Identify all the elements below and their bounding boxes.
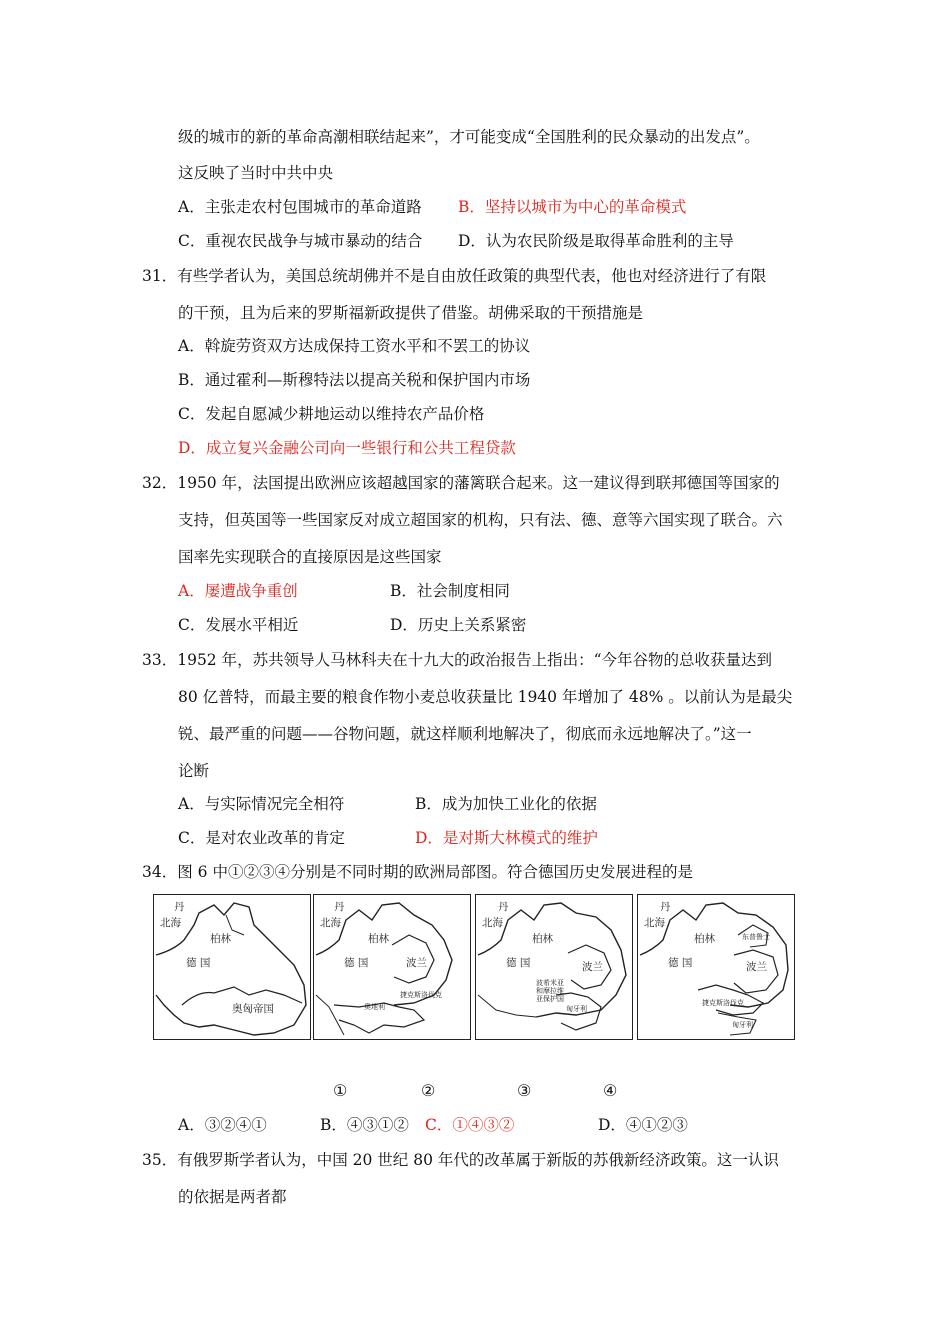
q35-stem-line: 的依据是两者都 bbox=[178, 1188, 287, 1206]
map-4 bbox=[637, 894, 795, 1040]
q34-option-d: D．④①②③ bbox=[598, 1116, 688, 1134]
q31-option-b: B．通过霍利—斯穆特法以提高关税和保护国内市场 bbox=[178, 371, 531, 389]
map-3-label-berlin: 柏林 bbox=[532, 933, 553, 945]
map-4-label-poland: 波兰 bbox=[746, 961, 767, 973]
q30-option-a: A．主张走农村包围城市的革命道路 bbox=[178, 198, 422, 216]
map-1-label-germany: 德 国 bbox=[186, 957, 211, 969]
map-2-label-north-sea: 北海 bbox=[320, 917, 341, 929]
q31-option-c: C．发起自愿减少耕地运动以维持农产品价格 bbox=[178, 405, 485, 423]
q32-stem-line: 32．1950 年，法国提出欧洲应该超越国家的藩篱联合起来。这一建议得到联邦德国等国家的 bbox=[142, 474, 780, 492]
map-2 bbox=[313, 894, 471, 1040]
q35-stem-line: 35．有俄罗斯学者认为，中国 20 世纪 80 年代的改革属于新版的苏俄新经济政策。这一认识 bbox=[142, 1151, 779, 1169]
map-3-label-dan: 丹 bbox=[498, 901, 509, 913]
q34-stem-line: 34．图 6 中①②③④分别是不同时期的欧洲局部图。符合德国历史发展进程的是 bbox=[142, 863, 693, 881]
map-4-label-north-sea: 北海 bbox=[644, 917, 665, 929]
map-1 bbox=[153, 894, 311, 1040]
q32-stem-line: 国率先实现联合的直接原因是这些国家 bbox=[178, 548, 442, 566]
map-2-label-poland: 波兰 bbox=[406, 957, 427, 969]
q33-option-c: C．是对农业改革的肯定 bbox=[178, 829, 345, 847]
map-2-label-czech: 捷克斯洛伐克 bbox=[400, 991, 442, 999]
q30-stem-line: 级的城市的新的革命高潮相联结起来”，才可能变成“全国胜利的民众暴动的出发点”。 bbox=[178, 128, 760, 146]
map-4-label-dan: 丹 bbox=[660, 901, 671, 913]
q34-option-c-answer: C．①④③② bbox=[425, 1116, 515, 1134]
map-1-label-dan: 丹 bbox=[174, 901, 185, 913]
q33-option-b: B．成为加快工业化的依据 bbox=[415, 795, 597, 813]
q31-stem-line: 31．有些学者认为，美国总统胡佛并不是自由放任政策的典型代表，他也对经济进行了有限 bbox=[142, 267, 767, 285]
q30-option-d: D．认为农民阶级是取得革命胜利的主导 bbox=[458, 232, 734, 250]
map-4-label-east-prussia: 东普鲁士 bbox=[742, 933, 770, 941]
q30-option-b-answer: B．坚持以城市为中心的革命模式 bbox=[458, 198, 687, 216]
map-3-label-poland: 波兰 bbox=[582, 961, 603, 973]
map-number-3: ③ bbox=[517, 1081, 532, 1100]
map-4-label-hungary: 匈牙利 bbox=[732, 1021, 753, 1029]
map-3-label-hungary: 匈牙利 bbox=[566, 1005, 587, 1013]
q33-stem-line: 论断 bbox=[178, 762, 210, 780]
q33-stem-line: 33．1952 年，苏共领导人马林科夫在十九大的政治报告上指出：“今年谷物的总收获量达到 bbox=[142, 651, 773, 669]
map-number-4: ④ bbox=[603, 1081, 618, 1100]
q32-stem-line: 支持，但英国等一些国家反对成立超国家的机构，只有法、德、意等六国实现了联合。六 bbox=[178, 511, 783, 529]
q30-option-c: C．重视农民战争与城市暴动的结合 bbox=[178, 232, 423, 250]
europe-maps-figure bbox=[153, 894, 798, 1042]
map-3-label-north-sea: 北海 bbox=[482, 917, 503, 929]
q34-option-b: B．④③①② bbox=[320, 1116, 409, 1134]
q31-stem-line: 的干预，且为后来的罗斯福新政提供了借鉴。胡佛采取的干预措施是 bbox=[178, 304, 644, 322]
q33-stem-line: 80 亿普特，而最主要的粮食作物小麦总收获量比 1940 年增加了 48% 。以前认为是最尖 bbox=[178, 688, 793, 706]
q30-stem-line: 这反映了当时中共中央 bbox=[178, 164, 334, 182]
map-3-label-protectorate: 波希米亚和摩拉维亚保护国 bbox=[536, 979, 564, 1003]
map-3-label-germany: 德 国 bbox=[506, 957, 531, 969]
q32-option-d: D．历史上关系紧密 bbox=[390, 616, 527, 634]
q32-option-a-answer: A．屡遭战争重创 bbox=[178, 582, 298, 600]
q31-option-d-answer: D．成立复兴金融公司向一些银行和公共工程贷款 bbox=[178, 439, 516, 457]
map-2-label-berlin: 柏林 bbox=[368, 933, 389, 945]
q32-option-c: C．发展水平相近 bbox=[178, 616, 299, 634]
q33-option-d-answer: D．是对斯大林模式的维护 bbox=[415, 829, 598, 847]
q33-stem-line: 锐、最严重的问题——谷物问题，就这样顺利地解决了，彻底而永远地解决了。”这一 bbox=[178, 725, 752, 743]
map-4-label-berlin: 柏林 bbox=[694, 933, 715, 945]
map-1-label-austria-hungary: 奥匈帝国 bbox=[232, 1003, 274, 1015]
map-3 bbox=[475, 894, 633, 1040]
map-2-label-dan: 丹 bbox=[334, 901, 345, 913]
map-number-1: ① bbox=[333, 1081, 348, 1100]
q34-option-a: A．③②④① bbox=[178, 1116, 267, 1134]
map-2-label-germany: 德 国 bbox=[344, 957, 369, 969]
q33-option-a: A．与实际情况完全相符 bbox=[178, 795, 345, 813]
q31-option-a: A．斡旋劳资双方达成保持工资水平和不罢工的协议 bbox=[178, 337, 531, 355]
map-1-label-north-sea: 北海 bbox=[160, 917, 181, 929]
map-4-label-czech: 捷克斯洛伐克 bbox=[702, 999, 744, 1007]
map-2-label-austria: 奥地利 bbox=[364, 1003, 385, 1011]
map-1-label-berlin: 柏林 bbox=[210, 933, 231, 945]
map-number-2: ② bbox=[421, 1081, 436, 1100]
map-4-label-germany: 德 国 bbox=[668, 957, 693, 969]
q32-option-b: B．社会制度相同 bbox=[390, 582, 510, 600]
